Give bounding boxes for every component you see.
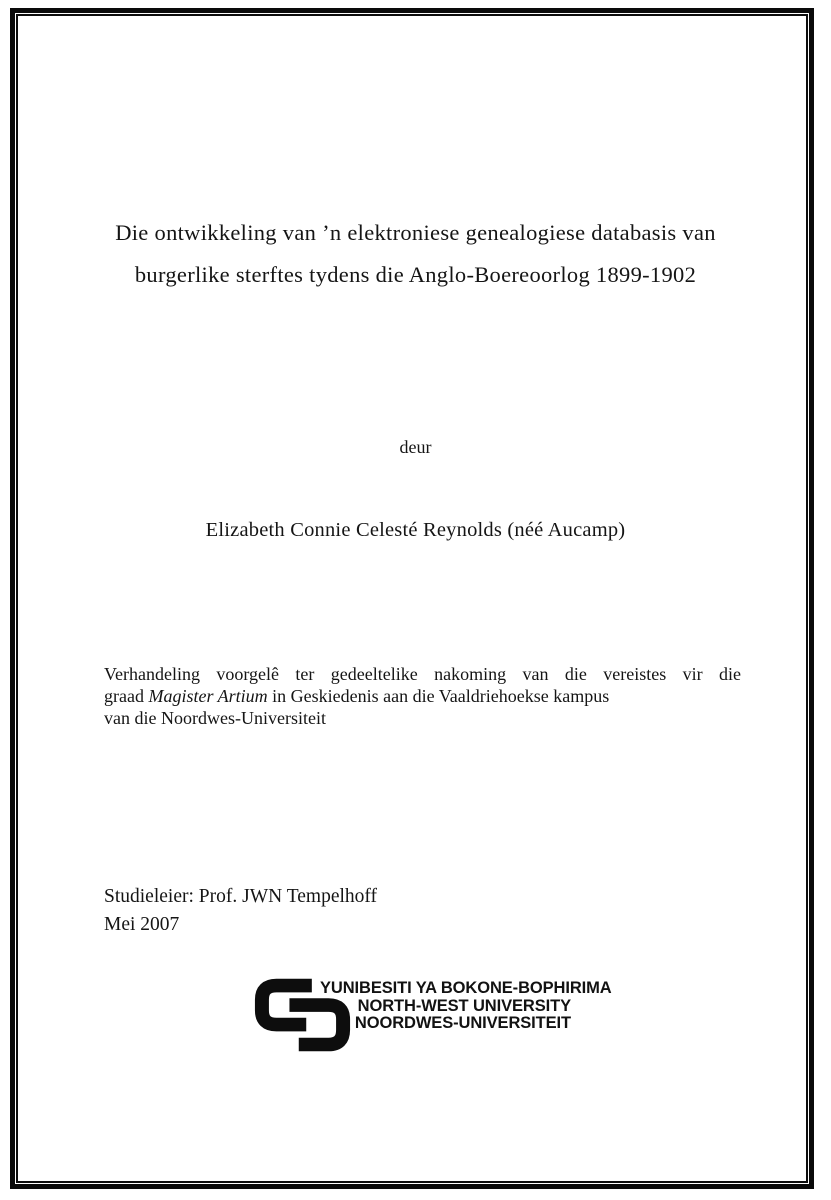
university-wordmark <box>320 979 612 1033</box>
thesis-title <box>45 212 786 296</box>
university-name-setswana: YUNIBESITI YA BOKONE-BOPHIRIMA <box>320 979 612 997</box>
submission-statement <box>104 663 741 729</box>
submission-line-2-post: in Geskiedenis aan die Vaaldriehoekse kampus <box>267 686 610 706</box>
submission-line-2 <box>104 685 741 707</box>
supervisor-line: Studieleier: Prof. JWN Tempelhoff <box>104 886 378 907</box>
date-line: Mei 2007 <box>104 914 180 935</box>
thesis-title-line-1: Die ontwikkeling van ’n elektroniese genealogiese databasis van <box>115 220 716 245</box>
degree-name: Magister Artium <box>148 686 268 706</box>
university-name-english: NORTH-WEST UNIVERSITY <box>357 996 571 1015</box>
submission-line-1: Verhandeling voorgelê ter gedeeltelike nakoming van die vereistes vir die <box>104 664 741 684</box>
submission-line-2-pre: graad <box>104 686 149 706</box>
supervisor-block <box>104 883 377 939</box>
university-name-afrikaans: NOORDWES-UNIVERSITEIT <box>354 1014 571 1032</box>
author-name: Elizabeth Connie Celesté Reynolds (néé Aucamp) <box>205 519 626 541</box>
submission-line-3: van die Noordwes-Universiteit <box>104 708 326 728</box>
thesis-title-line-2: burgerlike sterftes tydens die Anglo-Boereoorlog 1899-1902 <box>134 262 697 287</box>
byline-deur: deur <box>399 437 432 457</box>
